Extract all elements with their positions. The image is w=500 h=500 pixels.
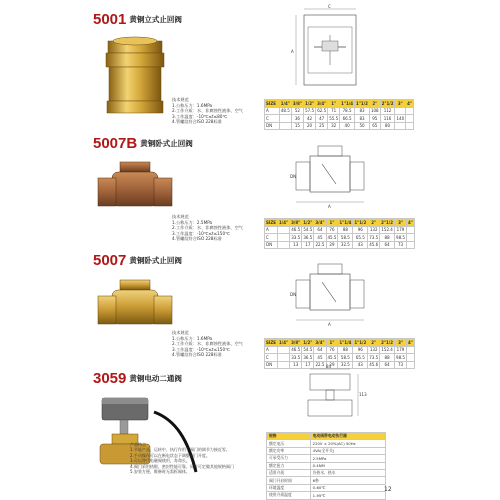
table-cell: 3/8" bbox=[291, 219, 301, 225]
table-cell: 58.5 bbox=[338, 354, 353, 362]
table-cell: 1/2" bbox=[304, 100, 315, 106]
table-cell: 2" bbox=[368, 339, 380, 347]
table-cell: 规格 bbox=[267, 433, 311, 440]
table-cell bbox=[406, 241, 414, 249]
features-title: 产品特点 bbox=[130, 442, 146, 447]
specs-5007b bbox=[172, 214, 243, 242]
table-cell: 108 bbox=[370, 108, 379, 114]
product-name: 黄铜卧式止回阀 bbox=[129, 256, 182, 265]
table-cell: 0-60℃ bbox=[310, 484, 385, 491]
table-cell: 66.5 bbox=[340, 115, 355, 123]
table-cell: 73.5 bbox=[369, 234, 379, 240]
table-header-row bbox=[265, 339, 415, 347]
table-cell bbox=[395, 107, 406, 115]
spec-line: 4.管螺纹符合ISO 228标准 bbox=[172, 352, 222, 358]
table-cell: 36 bbox=[291, 115, 303, 123]
table-cell: 33.5 bbox=[291, 354, 301, 360]
table-cell: 132 bbox=[368, 346, 380, 354]
table-header-row bbox=[265, 219, 415, 227]
table-cell bbox=[406, 234, 414, 242]
product-title-5001 bbox=[93, 9, 182, 28]
table-cell: 179 bbox=[395, 346, 407, 354]
table-row bbox=[265, 241, 415, 249]
table-row bbox=[265, 107, 414, 115]
table-cell bbox=[278, 354, 290, 362]
table-cell: 83 bbox=[355, 115, 370, 123]
table-cell: 55.5 bbox=[329, 115, 339, 121]
feature-line: 4.阀门采用热锻，密封性能可靠，同时可定做其他规格阀门 bbox=[130, 463, 234, 469]
specs-5007 bbox=[172, 330, 243, 358]
table-cell: 58.5 bbox=[338, 234, 353, 242]
product-name: 黄铜卧式止回阀 bbox=[140, 139, 193, 148]
table-cell: 阀门开启时间 bbox=[267, 477, 311, 484]
feature-line: 3.可以替代电磁阀使用，寿命长。 bbox=[130, 458, 190, 464]
spec-line: 1.公称压力：1.6MPa bbox=[172, 335, 213, 341]
table-cell bbox=[279, 122, 291, 130]
table-row bbox=[265, 346, 415, 354]
table-cell: 2" bbox=[369, 100, 380, 108]
table-cell: 3" bbox=[395, 339, 407, 347]
table-cell: A bbox=[265, 226, 278, 234]
product-code: 5007B bbox=[93, 135, 138, 152]
table-header-row bbox=[265, 100, 414, 108]
dim-label-a: A bbox=[328, 204, 331, 209]
table-cell: 64 bbox=[380, 361, 395, 369]
dim-label-c: C bbox=[328, 4, 331, 9]
table-cell: 32.5 bbox=[338, 241, 353, 249]
table-cell: 45.6 bbox=[369, 242, 379, 248]
table-cell: 1/4" bbox=[279, 219, 289, 225]
table-cell: 2"1/2 bbox=[381, 100, 394, 106]
table-cell: 78.5 bbox=[340, 107, 355, 115]
table-cell: 17 bbox=[302, 241, 314, 249]
table-cell: 1/4" bbox=[280, 100, 290, 106]
table-cell: 3/4" bbox=[315, 339, 325, 345]
table-cell: 29 bbox=[326, 361, 338, 369]
spec-line: 2.工作介质：水、非腐蚀性液体、空气 bbox=[172, 225, 243, 231]
table-cell: 40 bbox=[340, 122, 355, 130]
feature-line: 1.节能产品，运转中，执行作用于阀门的调节力接近零。 bbox=[130, 447, 230, 453]
table-cell: 76 bbox=[326, 346, 338, 354]
table-cell: 6秒 bbox=[310, 477, 385, 484]
table-cell: 1"1/2 bbox=[354, 219, 367, 225]
table-cell: 环境温度 bbox=[267, 484, 311, 491]
table-cell: 52 bbox=[291, 107, 303, 115]
table-cell: 1"1/2 bbox=[356, 100, 368, 106]
product-code: 5001 bbox=[93, 11, 127, 28]
spec-line: 3.工作温度：-10℃≤t≤80℃ bbox=[172, 113, 228, 119]
table-cell: 88 bbox=[380, 234, 395, 242]
product-code: 3059 bbox=[93, 370, 127, 387]
size-table-5007b bbox=[264, 218, 415, 249]
table-cell: 116 bbox=[380, 115, 395, 123]
table-cell: 4" bbox=[407, 100, 412, 106]
table-cell: 1"1/4 bbox=[339, 339, 352, 345]
table-cell: 65 bbox=[369, 122, 380, 130]
table-cell: 65.5 bbox=[353, 354, 368, 362]
table-cell: 额定电压 bbox=[267, 440, 311, 447]
specs-5001 bbox=[172, 97, 243, 125]
table-cell: 0.4NM bbox=[310, 462, 385, 469]
table-row bbox=[267, 462, 386, 469]
table-cell bbox=[406, 107, 414, 115]
table-cell: 73.5 bbox=[369, 354, 379, 360]
table-cell: 152.4 bbox=[381, 347, 393, 353]
table-row bbox=[267, 455, 386, 462]
table-cell: 4" bbox=[407, 339, 413, 345]
table-cell: C bbox=[265, 354, 278, 362]
table-row bbox=[265, 354, 415, 362]
spec-line: 1.公称压力：1.6MPa bbox=[172, 102, 213, 108]
table-cell: 适用介质 bbox=[267, 469, 311, 476]
table-cell: A bbox=[265, 346, 278, 354]
table-row bbox=[267, 469, 386, 476]
dim-label-dn: DN bbox=[290, 174, 297, 179]
spec-line: 3.工作温度：-10℃≤t≤150℃ bbox=[172, 230, 230, 236]
size-table-5001 bbox=[264, 99, 414, 130]
table-cell: 3/4" bbox=[317, 100, 327, 106]
table-cell: 额定扭力 bbox=[267, 462, 311, 469]
table-cell: 65.5 bbox=[353, 234, 368, 242]
spec-line: 技术规范 bbox=[172, 330, 189, 335]
brass-swing-check-valve-image bbox=[96, 278, 176, 336]
table-cell: 43 bbox=[353, 361, 368, 369]
table-cell: 额定功率 bbox=[267, 447, 311, 454]
product-title-3059 bbox=[93, 368, 182, 387]
table-row bbox=[267, 440, 386, 447]
vertical-check-valve-drawing bbox=[290, 5, 370, 93]
table-cell: 45.5 bbox=[327, 234, 337, 240]
table-cell bbox=[406, 122, 414, 130]
table-cell: 83 bbox=[355, 107, 370, 115]
table-cell: 3/8" bbox=[291, 339, 301, 345]
table-cell: 13 bbox=[290, 241, 302, 249]
spec-line: 2.工作介质：水、非腐蚀性液体、空气 bbox=[172, 108, 243, 114]
table-row bbox=[267, 484, 386, 491]
table-cell: 1/2" bbox=[303, 339, 313, 345]
table-row bbox=[267, 447, 386, 454]
table-cell bbox=[278, 234, 290, 242]
table-cell bbox=[278, 226, 290, 234]
table-cell: 2"1/2 bbox=[381, 219, 394, 225]
page-number: 12 bbox=[384, 486, 392, 493]
table-cell: C bbox=[265, 115, 280, 123]
table-cell: 使用介质温度 bbox=[267, 492, 311, 499]
table-cell: 4" bbox=[407, 219, 413, 225]
table-cell: 2.5MPa bbox=[310, 455, 385, 462]
table-cell: 98.5 bbox=[396, 234, 405, 240]
table-cell: SIZE bbox=[266, 219, 277, 225]
table-cell bbox=[278, 346, 290, 354]
table-cell: 3" bbox=[395, 219, 407, 227]
feature-line: 2.手动操作可以在断电状态下调整阀门开度。 bbox=[130, 452, 210, 458]
table-cell: 179 bbox=[395, 226, 407, 234]
dim-height: 113 bbox=[359, 392, 367, 397]
table-cell: 48.5 bbox=[280, 108, 290, 114]
table-cell: 25 bbox=[316, 122, 328, 130]
table-cell: 88 bbox=[380, 354, 395, 362]
table-cell: 36.5 bbox=[303, 234, 313, 240]
table-cell: 1" bbox=[328, 100, 340, 108]
table-cell: 1" bbox=[326, 219, 338, 227]
bronze-swing-check-valve-image bbox=[96, 160, 176, 218]
table-cell: 45 bbox=[314, 354, 326, 362]
table-cell: 45.6 bbox=[369, 362, 379, 368]
table-cell: 132 bbox=[368, 226, 380, 234]
features-3059 bbox=[130, 442, 234, 474]
table-cell: DN bbox=[265, 241, 278, 249]
table-cell: 1-95℃ bbox=[310, 492, 385, 499]
table-header-row bbox=[267, 433, 386, 440]
dim-label-a: A bbox=[328, 322, 331, 327]
table-cell bbox=[406, 346, 414, 354]
table-cell: 45 bbox=[314, 234, 326, 242]
table-cell: 57.5 bbox=[305, 108, 314, 114]
product-title-5007 bbox=[93, 250, 182, 269]
table-cell: 1"1/4 bbox=[341, 100, 354, 106]
product-name: 黄铜立式止回阀 bbox=[129, 15, 182, 24]
spec-line: 技术规范 bbox=[172, 214, 189, 219]
table-cell: 71 bbox=[328, 107, 340, 115]
table-cell: 64 bbox=[314, 346, 326, 354]
table-cell: 电动阀带电动执行器 bbox=[310, 433, 385, 440]
table-cell: 15 bbox=[291, 122, 303, 130]
actuator-spec-table bbox=[266, 432, 386, 500]
table-cell: 2" bbox=[368, 219, 380, 227]
product-title-5007b bbox=[93, 133, 193, 152]
feature-line: 5.安装方便，维修时无需拆阀体。 bbox=[130, 469, 190, 475]
table-cell: 2"1/2 bbox=[381, 339, 394, 345]
table-cell: 29 bbox=[326, 241, 338, 249]
vertical-check-valve-image bbox=[104, 33, 166, 115]
table-cell: 22.5 bbox=[315, 242, 325, 248]
dim-width: 84 bbox=[326, 364, 332, 369]
table-cell: 1"1/4 bbox=[339, 219, 352, 225]
table-cell: 46.5 bbox=[291, 347, 301, 353]
table-cell bbox=[395, 122, 406, 130]
table-cell: 47 bbox=[316, 115, 328, 123]
table-cell: 3/4" bbox=[315, 219, 325, 225]
table-cell: DN bbox=[265, 122, 280, 130]
spec-line: 4.管螺纹符合ISO 228标准 bbox=[172, 236, 222, 242]
table-cell bbox=[406, 226, 414, 234]
table-cell: 64 bbox=[380, 241, 395, 249]
table-cell: 1/4" bbox=[279, 339, 289, 345]
swing-check-valve-drawing-5007 bbox=[290, 262, 370, 326]
spec-line: 技术规范 bbox=[172, 97, 189, 102]
spec-line: 1.公称压力：2.5MPa bbox=[172, 219, 213, 225]
table-cell: 20 bbox=[303, 122, 315, 130]
table-cell: 1" bbox=[326, 339, 338, 347]
table-cell: 96 bbox=[353, 346, 368, 354]
table-cell: 140 bbox=[396, 115, 405, 121]
table-cell: 88 bbox=[338, 346, 353, 354]
table-cell: 36.5 bbox=[303, 354, 313, 360]
table-cell: 76 bbox=[326, 226, 338, 234]
table-cell: 43 bbox=[353, 241, 368, 249]
table-cell: 95 bbox=[369, 115, 380, 123]
product-code: 5007 bbox=[93, 252, 127, 269]
table-cell: 220V ± 20%(AC) 50Hz bbox=[310, 440, 385, 447]
table-cell: 73 bbox=[395, 361, 407, 369]
table-row bbox=[265, 226, 415, 234]
table-cell: 98.5 bbox=[396, 354, 405, 360]
spec-line: 2.工作介质：水、非腐蚀性液体、空气 bbox=[172, 341, 243, 347]
table-cell: C bbox=[265, 234, 278, 242]
table-cell: 152.4 bbox=[381, 227, 393, 233]
table-row bbox=[265, 115, 414, 123]
table-cell: 42 bbox=[303, 115, 315, 123]
table-cell bbox=[278, 361, 290, 369]
spec-line: 3.工作温度：-10℃≤t≤150℃ bbox=[172, 346, 230, 352]
table-cell bbox=[406, 361, 414, 369]
table-cell: 64 bbox=[314, 226, 326, 234]
table-cell: 3/8" bbox=[292, 100, 302, 106]
table-cell: SIZE bbox=[265, 100, 280, 108]
swing-check-valve-drawing-5007b bbox=[290, 144, 370, 208]
table-cell: 112 bbox=[380, 107, 395, 115]
table-cell bbox=[278, 241, 290, 249]
table-cell: 4VA(全开关) bbox=[310, 447, 385, 454]
table-cell: 3" bbox=[395, 100, 406, 108]
table-cell: 32 bbox=[328, 122, 340, 130]
table-cell: 54.5 bbox=[303, 347, 313, 353]
table-cell: SIZE bbox=[266, 339, 277, 345]
table-cell bbox=[406, 115, 414, 123]
table-cell: 可承受压力 bbox=[267, 455, 311, 462]
table-cell: DN bbox=[265, 361, 278, 369]
table-cell: 1/2" bbox=[303, 219, 313, 225]
table-cell: A bbox=[265, 107, 280, 115]
table-cell: 冷热水、热水 bbox=[310, 469, 385, 476]
table-cell: 33.5 bbox=[291, 234, 301, 240]
dim-label-a: A bbox=[291, 49, 294, 54]
table-cell: 50 bbox=[355, 122, 370, 130]
product-name: 黄铜电动二通阀 bbox=[129, 374, 182, 383]
table-cell: 54.5 bbox=[303, 227, 313, 233]
table-cell: 32.5 bbox=[338, 361, 353, 369]
table-cell: 88 bbox=[338, 226, 353, 234]
table-cell: 22.5 bbox=[315, 362, 325, 368]
table-cell: 80 bbox=[380, 122, 395, 130]
size-table-5007 bbox=[264, 338, 415, 369]
table-cell: 73 bbox=[395, 241, 407, 249]
table-cell: 17 bbox=[302, 361, 314, 369]
dim-label-dn: DN bbox=[290, 292, 297, 297]
table-cell bbox=[406, 354, 414, 362]
table-cell: 1"1/2 bbox=[354, 339, 367, 345]
table-cell: 13 bbox=[290, 361, 302, 369]
table-row bbox=[267, 477, 386, 484]
table-cell: 96 bbox=[353, 226, 368, 234]
table-row bbox=[265, 122, 414, 130]
spec-line: 4.管螺纹符合ISO 228标准 bbox=[172, 119, 222, 125]
table-row bbox=[265, 234, 415, 242]
table-cell: 62.5 bbox=[317, 108, 327, 114]
table-cell bbox=[279, 115, 291, 123]
table-row bbox=[267, 492, 386, 499]
table-cell: 45.5 bbox=[327, 354, 337, 360]
table-cell: 46.5 bbox=[291, 227, 301, 233]
